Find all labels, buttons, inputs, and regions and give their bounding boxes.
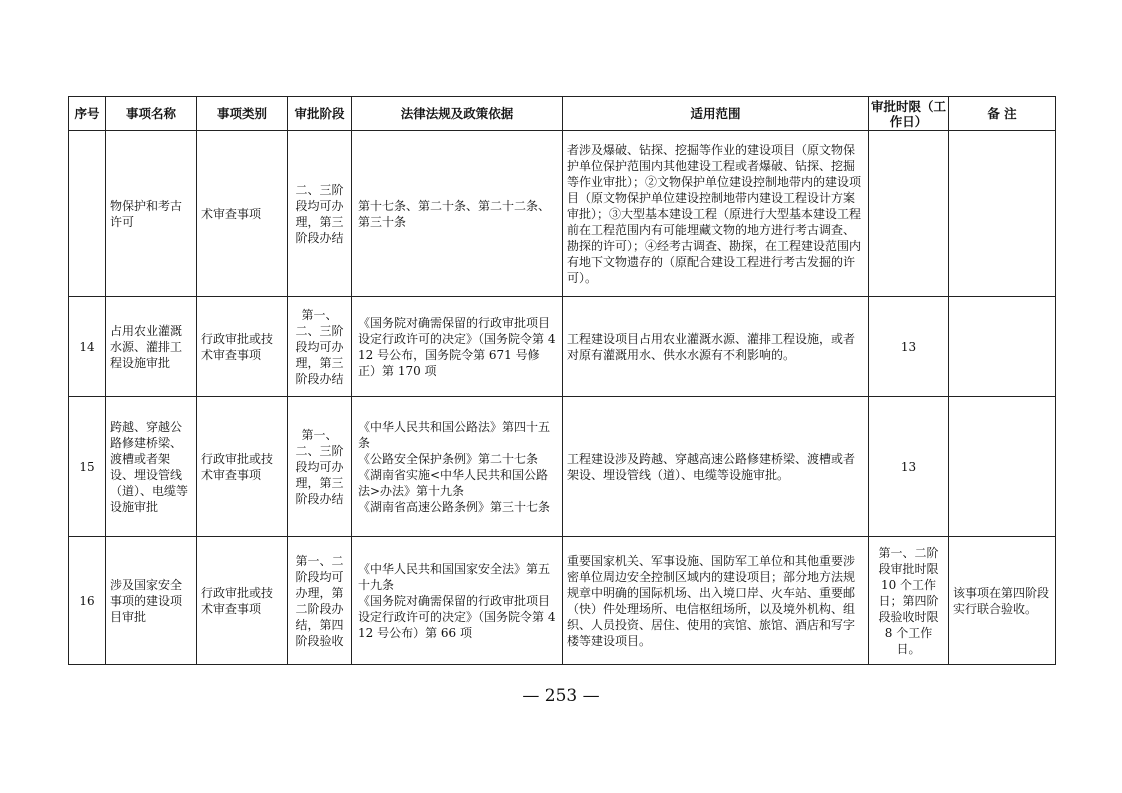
table-row <box>69 537 1056 665</box>
cell-scope: 工程建设项目占用农业灌溉水源、灌排工程设施，或者对原有灌溉用水、供水水源有不利影响的。 <box>563 297 869 397</box>
cell-name: 占用农业灌溉水源、灌排工程设施审批 <box>106 297 197 397</box>
cell-stage: 第一、二、三阶段均可办理，第三阶段办结 <box>288 297 352 397</box>
law-line: 《湖南省实施<中华人民共和国公路法>办法》第十九条 <box>358 467 549 498</box>
cell-time-limit: 第一、二阶段审批时限 10 个工作日；第四阶段验收时限 8 个工作日。 <box>869 537 949 665</box>
table-header-row <box>69 97 1056 131</box>
law-line: 《公路安全保护条例》第二十七条 <box>358 451 539 466</box>
cell-time-limit: 13 <box>869 297 949 397</box>
header-category: 事项类别 <box>197 97 288 131</box>
header-stage: 审批阶段 <box>288 97 352 131</box>
cell-seq: 15 <box>69 397 106 537</box>
cell-category: 行政审批或技术审查事项 <box>197 537 288 665</box>
cell-category: 术审查事项 <box>197 131 288 297</box>
cell-name: 涉及国家安全事项的建设项目审批 <box>106 537 197 665</box>
cell-stage: 二、三阶段均可办理，第三阶段办结 <box>288 131 352 297</box>
law-line: 《湖南省高速公路条例》第三十七条 <box>358 499 551 514</box>
header-seq: 序号 <box>69 97 106 131</box>
header-scope: 适用范围 <box>563 97 869 131</box>
cell-remark <box>949 131 1056 297</box>
cell-law <box>352 537 563 665</box>
header-law: 法律法规及政策依据 <box>352 97 563 131</box>
header-name: 事项名称 <box>106 97 197 131</box>
law-line: 《中华人民共和国国家安全法》第五十九条 <box>358 561 551 592</box>
cell-remark: 该事项在第四阶段实行联合验收。 <box>949 537 1056 665</box>
cell-law <box>352 131 563 297</box>
page-number: — 253 — <box>522 686 600 706</box>
cell-stage: 第一、二阶段均可办理，第二阶段办结，第四阶段验收 <box>288 537 352 665</box>
law-line: 《国务院对确需保留的行政审批项目设定行政许可的决定》（国务院令第 412 号公布）第 66 项 <box>358 593 556 640</box>
cell-seq: 14 <box>69 297 106 397</box>
header-remark: 备 注 <box>949 97 1056 131</box>
cell-stage: 第一、二、三阶段均可办理，第三阶段办结 <box>288 397 352 537</box>
cell-scope: 者涉及爆破、钻探、挖掘等作业的建设项目（原文物保护单位保护范围内其他建设工程或者爆破、钻探、挖掘等作业审批）；②文物保护单位建设控制地带内的建设项目（原文物保护单位建设控制地带内建设工程设计方案审批）；③大型基本建设工程（原进行大型基本建设工程前在工程范围内有可能埋藏文物的地方进行考古调查、勘探的许可）；④经考古调查、勘探，在工程建设范围内有地下文物遗存的（原配合建设工程进行考古发掘的许可）。 <box>563 131 869 297</box>
cell-category: 行政审批或技术审查事项 <box>197 297 288 397</box>
law-line: 《国务院对确需保留的行政审批项目设定行政许可的决定》（国务院令第 412 号公布，国务院令第 671 号修正）第 170 项 <box>358 315 556 378</box>
header-time-limit: 审批时限（工作日） <box>869 97 949 131</box>
cell-time-limit: 13 <box>869 397 949 537</box>
cell-law <box>352 397 563 537</box>
cell-remark <box>949 397 1056 537</box>
cell-seq <box>69 131 106 297</box>
table-row <box>69 297 1056 397</box>
law-line: 第十七条、第二十条、第二十二条、第三十条 <box>358 198 551 229</box>
approval-items-table <box>68 96 1056 665</box>
table-row <box>69 131 1056 297</box>
law-line: 《中华人民共和国公路法》第四十五条 <box>358 419 551 450</box>
cell-remark <box>949 297 1056 397</box>
cell-scope: 重要国家机关、军事设施、国防军工单位和其他重要涉密单位周边安全控制区域内的建设项目；部分地方法规规章中明确的国际机场、出入境口岸、火车站、重要邮（快）件处理场所、电信枢纽场所，以及境外机构、组织、人员投资、居住、使用的宾馆、旅馆、酒店和写字楼等建设项目。 <box>563 537 869 665</box>
cell-time-limit <box>869 131 949 297</box>
table-row <box>69 397 1056 537</box>
cell-name: 物保护和考古许可 <box>106 131 197 297</box>
cell-category: 行政审批或技术审查事项 <box>197 397 288 537</box>
cell-seq: 16 <box>69 537 106 665</box>
cell-law <box>352 297 563 397</box>
cell-name: 跨越、穿越公路修建桥梁、渡槽或者架设、埋设管线（道）、电缆等设施审批 <box>106 397 197 537</box>
cell-scope: 工程建设涉及跨越、穿越高速公路修建桥梁、渡槽或者架设、埋设管线（道）、电缆等设施审批。 <box>563 397 869 537</box>
